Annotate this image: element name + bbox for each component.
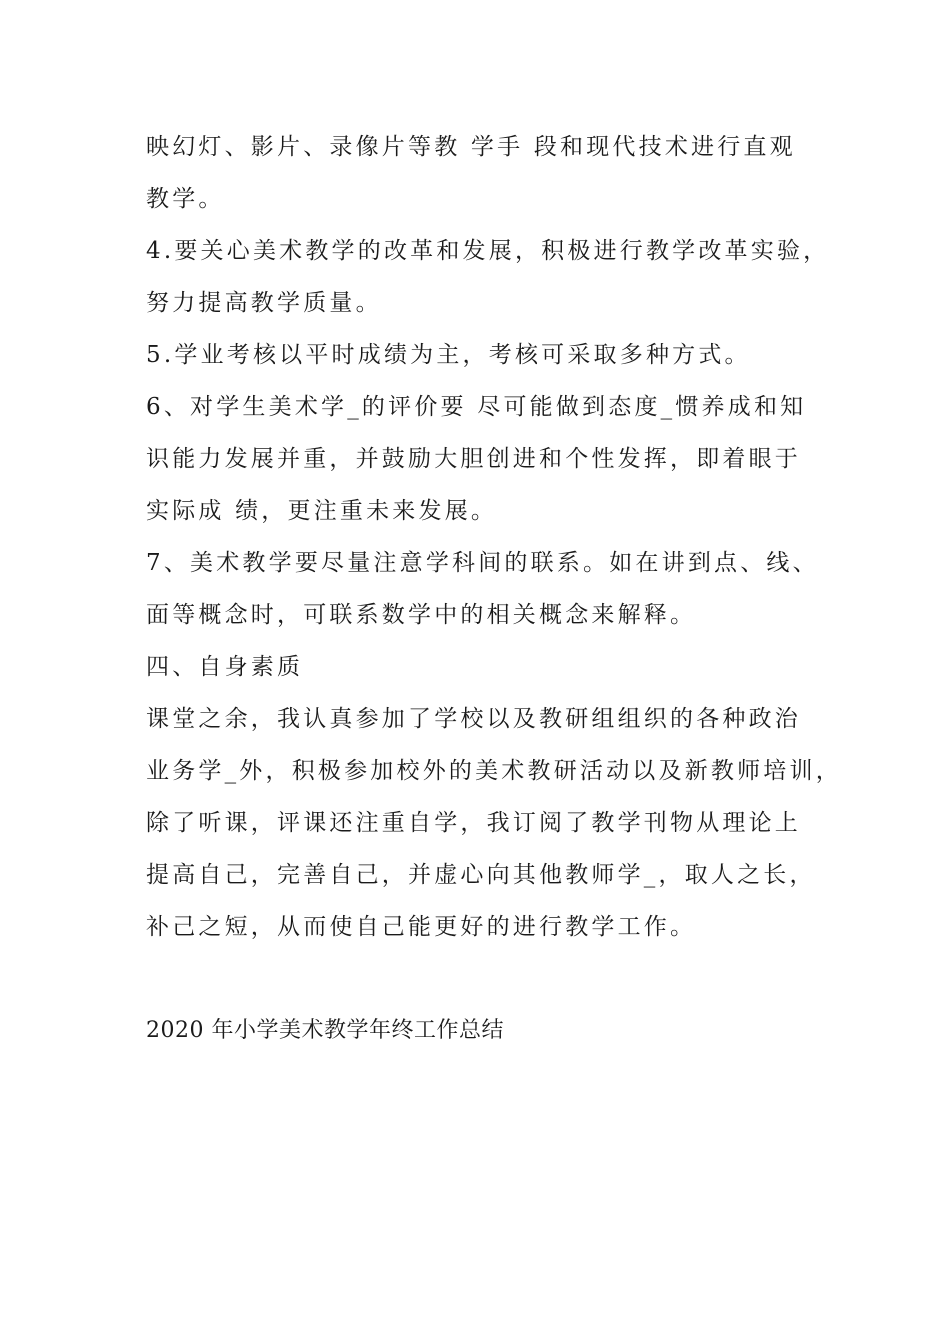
body-line: 补己之短，从而使自己能更好的进行教学工作。	[146, 914, 697, 940]
body-line: 努力提高教学质量。	[146, 290, 382, 316]
section-heading: 四、自身素质	[146, 654, 304, 680]
body-line: 7、美术教学要尽量注意学科间的联系。如在讲到点、线、	[146, 550, 819, 576]
body-line: 除了听课，评课还注重自学，我订阅了教学刊物从理论上	[146, 810, 801, 836]
document-body	[146, 132, 842, 1046]
body-line: 课堂之余，我认真参加了学校以及教研组组织的各种政治	[146, 706, 801, 732]
body-line: 提高自己，完善自己，并虚心向其他教师学_，取人之长，	[146, 862, 816, 888]
body-line: 映幻灯、影片、录像片等教 学手 段和现代技术进行直观	[146, 134, 796, 160]
body-line: 识能力发展并重，并鼓励大胆创进和个性发挥，即着眼于	[146, 446, 801, 472]
body-line: 6、对学生美术学_的评价要 尽可能做到态度_惯养成和知	[146, 394, 807, 420]
footer-title: 2020 年小学美术教学年终工作总结	[146, 1018, 504, 1043]
body-line: 5.学业考核以平时成绩为主，考核可采取多种方式。	[146, 342, 751, 368]
body-line: 业务学_外，积极参加校外的美术教研活动以及新教师培训，	[146, 758, 842, 784]
body-line: 面等概念时，可联系数学中的相关概念来解释。	[146, 602, 697, 628]
body-line: 实际成 绩，更注重未来发展。	[146, 498, 498, 524]
body-line: 4.要关心美术教学的改革和发展，积极进行教学改革实验，	[146, 238, 830, 264]
paragraph-gap	[146, 964, 826, 1016]
body-line: 教学。	[146, 186, 225, 212]
